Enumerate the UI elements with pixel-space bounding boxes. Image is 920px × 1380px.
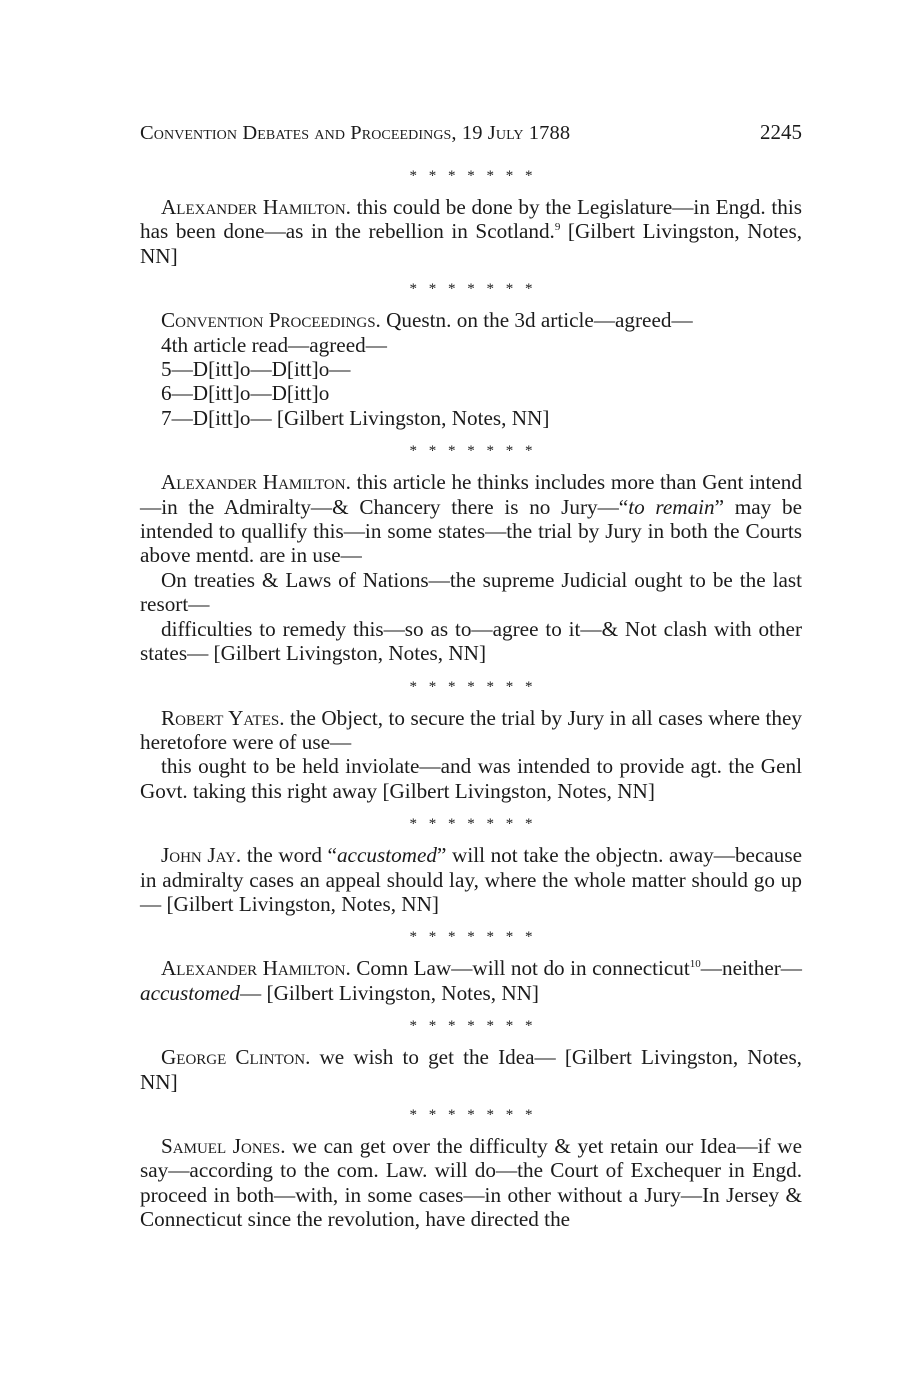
document-page — [140, 118, 802, 1244]
speech-paragraph: this ought to be held inviolate—and was intended to provide agt. the Genl Govt. taking this right away [Gilbert Livingston, Notes, NN] — [140, 754, 802, 803]
proceedings-line: 7—D[itt]o— [Gilbert Livingston, Notes, NN] — [161, 405, 550, 430]
speech-entry — [140, 843, 802, 916]
speech-paragraph — [140, 956, 802, 1005]
section-separator: * * * * * * * — [409, 1106, 537, 1123]
speaker-name: Robert Yates. — [161, 705, 285, 730]
speaker-name: Samuel Jones. — [161, 1133, 286, 1158]
section-separator: * * * * * * * — [409, 168, 537, 184]
proceedings-line: 4th article read—agreed— — [161, 332, 387, 357]
speech-entry — [140, 956, 802, 1005]
speaker-name: Alexander Hamilton. — [161, 470, 351, 495]
speech-text: the word “ — [241, 843, 337, 868]
proceedings-line: 6—D[itt]o—D[itt]o — [161, 381, 330, 406]
proceedings-paragraph — [140, 308, 802, 332]
running-title: Convention Debates and Proceedings, 19 July 1788 — [140, 122, 571, 144]
proceedings-text: Questn. on the 3d article—agreed— — [380, 308, 693, 333]
speech-entry — [140, 195, 802, 268]
section-separator: * * * * * * * — [409, 443, 537, 460]
proceedings-line: 5—D[itt]o—D[itt]o— — [161, 357, 351, 382]
speech-paragraph: difficulties to remedy this—so as to—agree to it—& Not clash with other states— [Gilbert Livingston, Notes, NN] — [140, 616, 802, 666]
speech-text: — [Gilbert Livingston, Notes, NN] — [240, 980, 539, 1005]
speech-paragraph — [140, 195, 802, 268]
speaker-name: Convention Proceedings. — [161, 308, 381, 333]
footnote-marker: 10 — [689, 958, 701, 971]
speech-paragraph — [140, 470, 802, 568]
section-separator: * * * * * * * — [409, 929, 537, 946]
italic-quote: to remain — [628, 494, 715, 519]
italic-quote: accustomed — [140, 980, 241, 1005]
speech-text: we can get over the difficulty & yet retain our Idea—if we say—according to the com. Law. will do—the Court of Exchequer in Engd. proceed in both—with, in some cases—in other without a Jury—In Jersey & Connecticut since the revolution, have directed the — [140, 1133, 802, 1232]
speech-text: [Gilbert Livingston, Notes, NN] — [140, 219, 802, 268]
speech-paragraph — [140, 1134, 802, 1232]
speaker-name: George Clinton. — [161, 1045, 311, 1070]
speech-paragraph — [140, 1045, 802, 1094]
speech-text: we wish to get the Idea— [Gilbert Livingston, Notes, NN] — [140, 1045, 802, 1094]
speaker-name: Alexander Hamilton. — [161, 956, 351, 981]
section-separator: * * * * * * * — [409, 678, 537, 695]
speech-text: ” may be intended to quallify this—in some states—the trial by Jury in both the Courts above mentd. are in use— — [140, 494, 803, 568]
section-separator: * * * * * * * — [409, 281, 537, 298]
speech-text: the Object, to secure the trial by Jury in all cases where they heretofore were of use— — [140, 705, 802, 754]
speech-text: this could be done by the Legislature—in Engd. this has been done—as in the rebellion in Scotland. — [140, 195, 802, 244]
page-number: 2245 — [760, 120, 802, 144]
footnote-marker: 9 — [554, 221, 561, 234]
speech-text: —neither— — [700, 956, 802, 981]
section-separator: * * * * * * * — [409, 1018, 537, 1035]
speaker-name: Alexander Hamilton. — [161, 195, 351, 219]
speech-entry — [140, 1045, 802, 1094]
speech-paragraph: On treaties & Laws of Nations—the supreme Judicial ought to be the last resort— — [140, 567, 802, 617]
speech-entry — [140, 706, 802, 804]
speech-entry — [140, 470, 802, 665]
speech-entry — [140, 1134, 802, 1232]
speech-text: ” will not take the objectn. away—because in admiralty cases an appeal should lay, where the whole matter should go up— [Gilbert Livingston, Notes, NN] — [140, 843, 802, 916]
italic-quote: accustomed — [336, 843, 437, 868]
speaker-name: John Jay. — [161, 843, 242, 868]
section-separator: * * * * * * * — [409, 816, 537, 833]
speech-text: Comn Law—will not do in connecticut — [350, 956, 690, 981]
speech-text: this article he thinks includes more than Gent intend—in the Admiralty—& Chancery there is no Jury—“ — [140, 470, 802, 519]
speech-paragraph — [140, 706, 802, 755]
speech-paragraph — [140, 843, 802, 916]
proceedings-entry — [140, 308, 802, 430]
running-head — [140, 118, 802, 147]
